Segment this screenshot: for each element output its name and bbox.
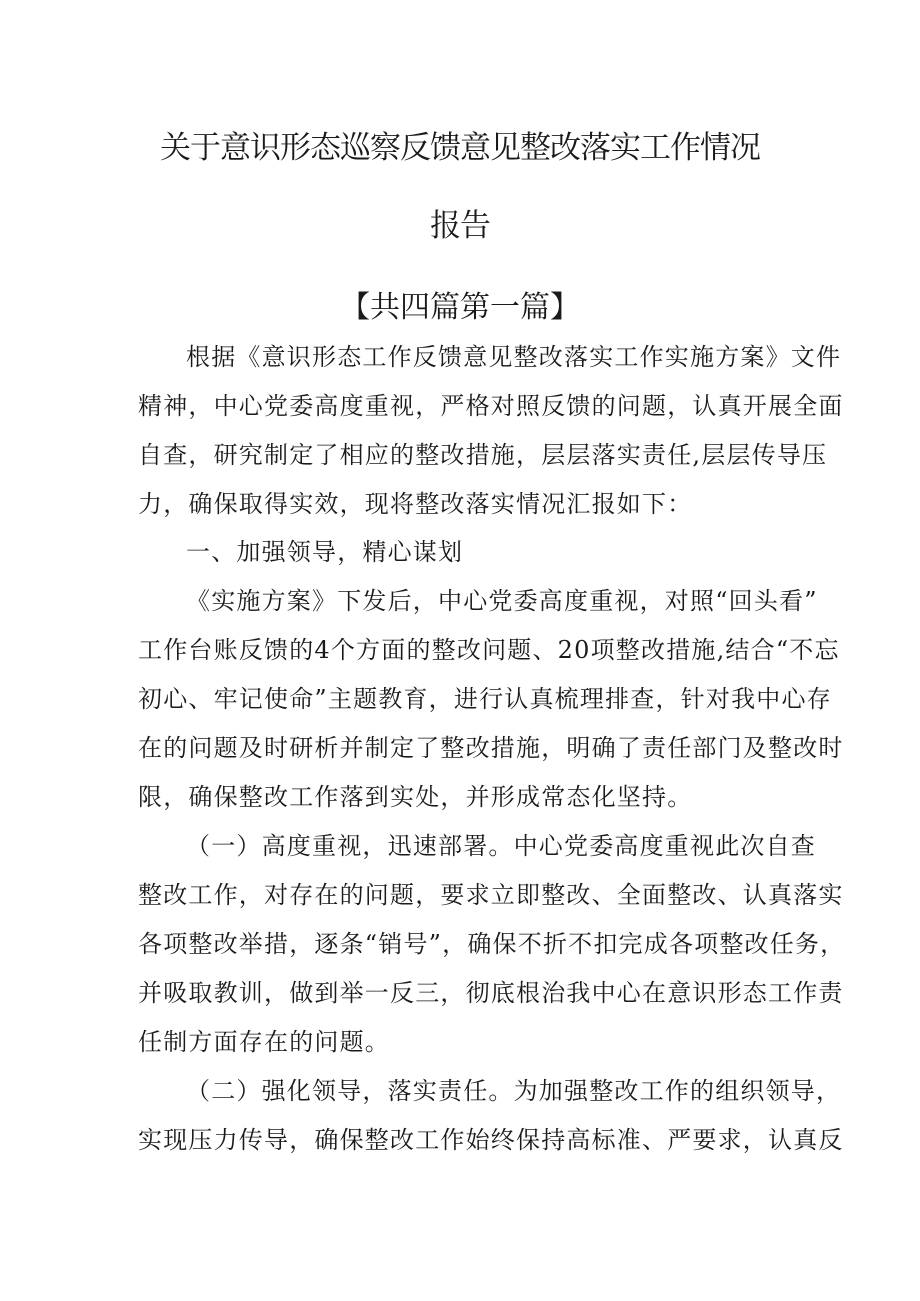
body-line-6: 《实施方案》下发后，中心党委高度重视，对照“回头看” <box>186 587 818 615</box>
body-line-15: 任制方面存在的问题。 <box>138 1028 390 1056</box>
body-line-13: 各项整改举措，逐条“销号”，确保不折不扣完成各项整改任务， <box>138 930 846 958</box>
body-line-7: 工作台账反馈的4个方面的整改问题、20项整改措施,结合“不忘 <box>138 636 840 664</box>
body-line-16: （二）强化领导，落实责任。为加强整改工作的组织领导， <box>186 1077 842 1105</box>
body-line-11: （一）高度重视，迅速部署。中心党委高度重视此次自查 <box>186 832 816 860</box>
subtitle: 【共四篇第一篇】 <box>340 290 580 325</box>
body-line-2: 精神，中心党委高度重视，严格对照反馈的问题，认真开展全面 <box>138 392 844 420</box>
section-heading-1: 一、加强领导，精心谋划 <box>186 538 464 566</box>
body-line-8: 初心、牢记使命”主题教育，进行认真梳理排查，针对我中心存 <box>138 685 832 713</box>
title-line-1: 关于意识形态巡察反馈意见整改落实工作情况 <box>160 130 760 166</box>
body-line-17: 实现压力传导，确保整改工作始终保持高标准、严要求，认真反 <box>138 1126 844 1154</box>
title-line-2: 报告 <box>430 208 490 244</box>
body-line-14: 并吸取教训，做到举一反三，彻底根治我中心在意识形态工作责 <box>138 979 844 1007</box>
body-line-3: 自查，研究制定了相应的整改措施，层层落实责任,层层传导压 <box>138 441 828 469</box>
body-line-12: 整改工作，对存在的问题，要求立即整改、全面整改、认真落实 <box>138 881 844 909</box>
body-line-10: 限，确保整改工作落到实处，并形成常态化坚持。 <box>138 783 693 811</box>
body-line-9: 在的问题及时研析并制定了整改措施，明确了责任部门及整改时 <box>138 734 844 762</box>
body-line-1: 根据《意识形态工作反馈意见整改落实工作实施方案》文件 <box>186 343 842 371</box>
body-line-4: 力，确保取得实效，现将整改落实情况汇报如下： <box>138 490 693 518</box>
